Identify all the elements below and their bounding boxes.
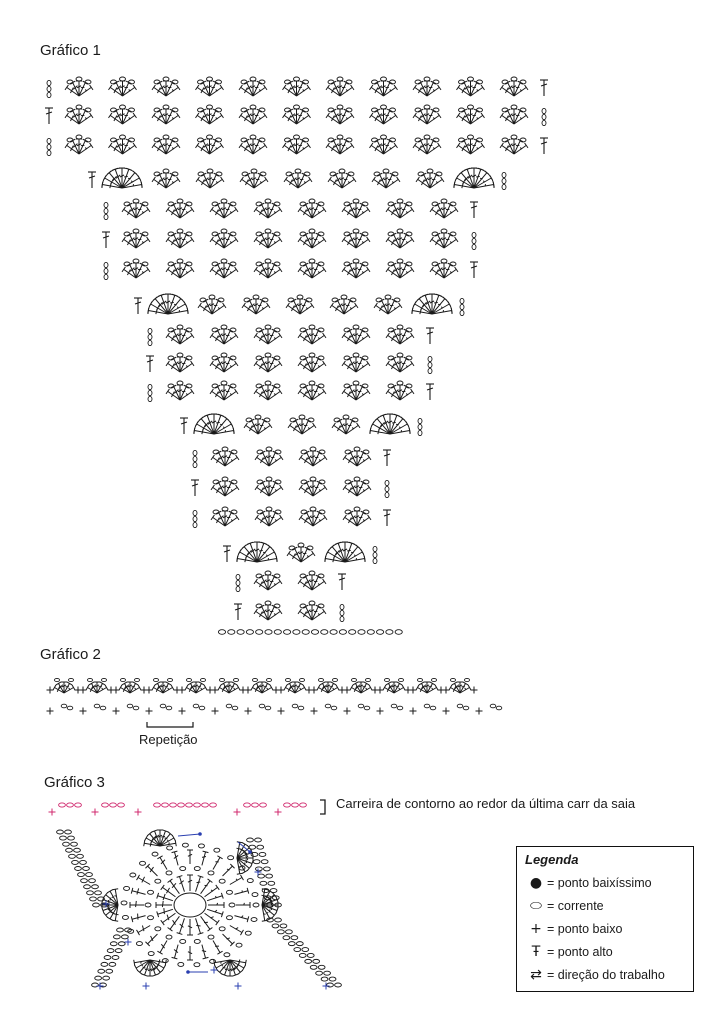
legend-label: = ponto alto: [547, 944, 613, 959]
chart-3-title: Gráfico 3: [44, 774, 105, 791]
chart-1-title: Gráfico 1: [40, 42, 101, 59]
legend-label: = ponto baixíssimo: [547, 875, 652, 890]
outline-round-note: Carreira de contorno ao redor da última carr da saia: [336, 796, 636, 811]
chart-2-diagram: [47, 678, 502, 727]
legend-label: = corrente: [547, 898, 604, 913]
single-crochet-icon: +: [530, 920, 542, 937]
legend-item: [525, 871, 685, 894]
legend-item: [525, 963, 685, 986]
chain-icon: ⬭: [530, 897, 542, 914]
slip-stitch-icon: ●: [529, 874, 543, 891]
legend-item: [525, 894, 685, 917]
chart-3-diagram: [49, 800, 342, 990]
legend-label: = direção do trabalho: [547, 967, 665, 982]
chart-1-diagram: [45, 77, 548, 634]
double-crochet-icon: Ŧ: [531, 943, 541, 960]
chart-2-title: Gráfico 2: [40, 646, 101, 663]
legend-item: [525, 917, 685, 940]
legend-title: Legenda: [525, 852, 579, 867]
repeat-label: Repetição: [139, 732, 198, 747]
legend-label: = ponto baixo: [547, 921, 623, 936]
legend-item: [525, 940, 685, 963]
direction-arrows-icon: ⇄: [530, 966, 542, 983]
legend-box: [516, 846, 694, 992]
